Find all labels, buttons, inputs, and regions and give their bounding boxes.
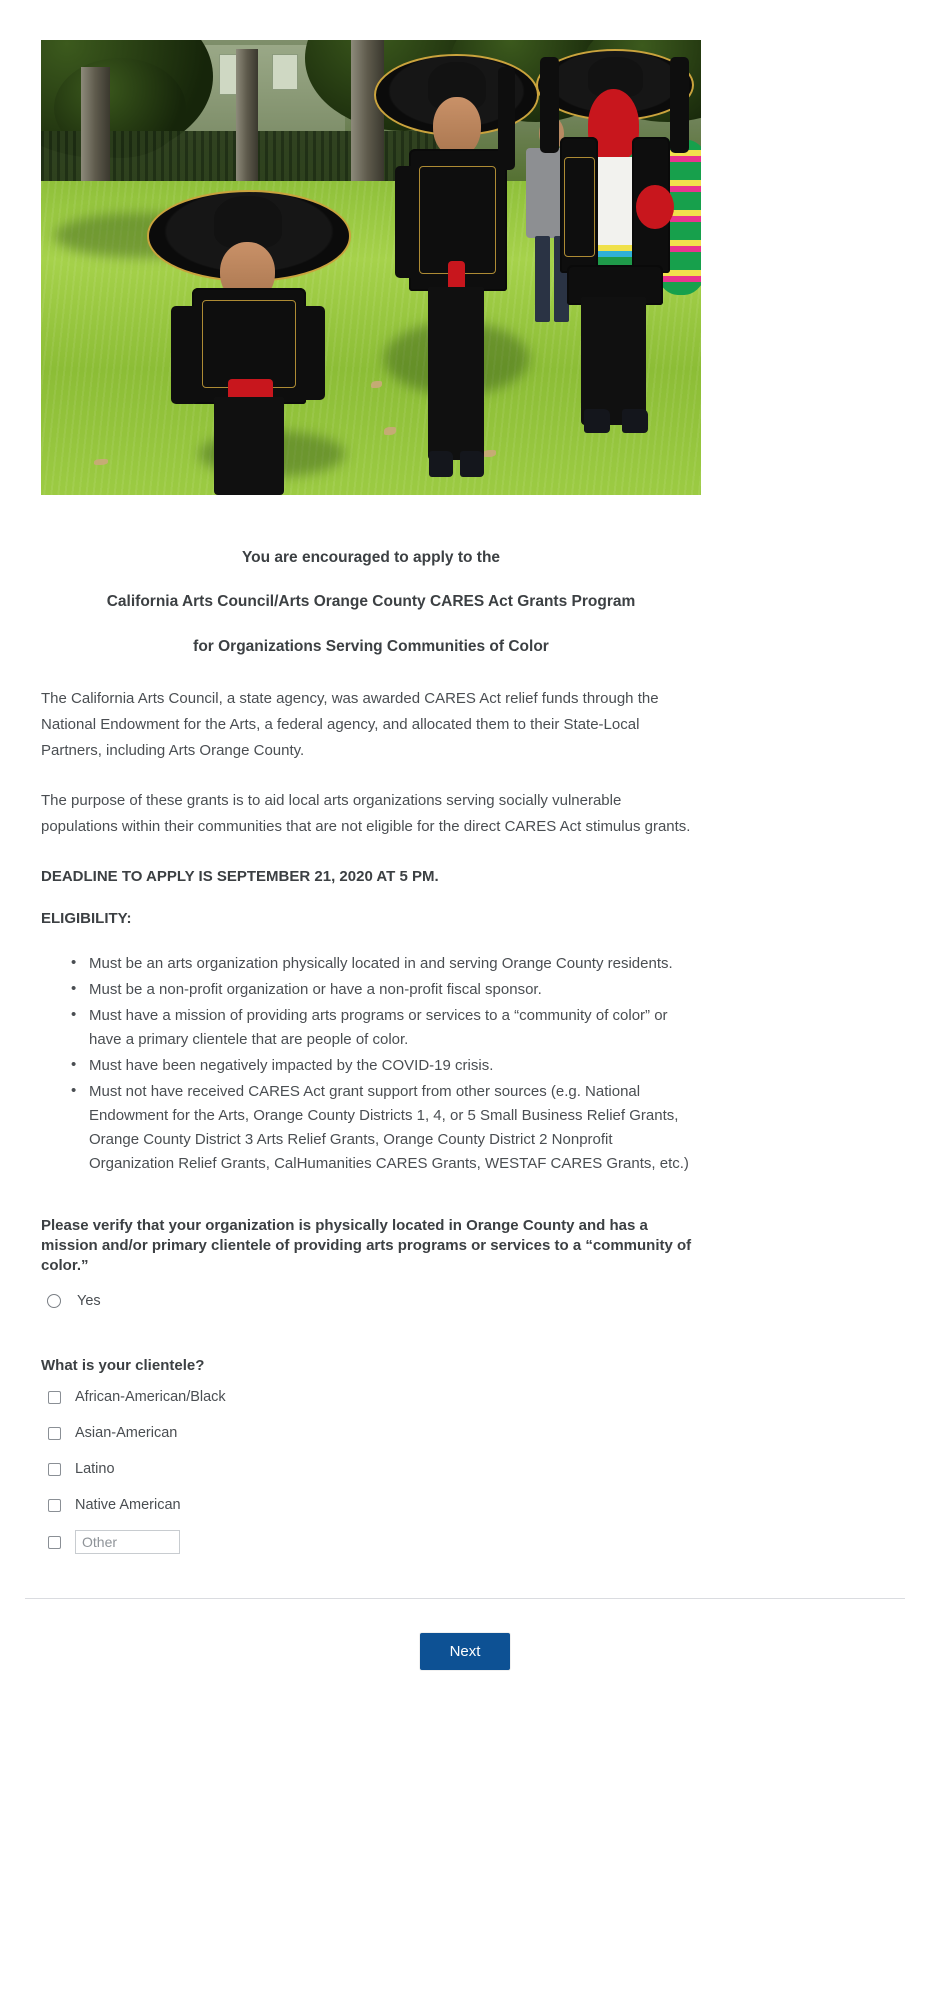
checkbox-icon[interactable] bbox=[48, 1463, 61, 1476]
verify-option-label: Yes bbox=[77, 1293, 101, 1310]
heading-line-3: for Organizations Serving Communities of Color bbox=[193, 637, 549, 655]
eligibility-list bbox=[41, 952, 701, 1176]
verify-question-title: Please verify that your organization is physically located in Orange County and has a mission and/or primary clientele of providing arts programs or services to a “community of color.” bbox=[41, 1217, 692, 1275]
footer-divider bbox=[25, 1598, 905, 1599]
deadline-text: DEADLINE TO APPLY IS SEPTEMBER 21, 2020 AT 5 PM. bbox=[41, 868, 439, 886]
checkbox-icon[interactable] bbox=[48, 1391, 61, 1404]
form-footer bbox=[0, 1633, 930, 1716]
photo-tree-trunk bbox=[236, 49, 258, 186]
verify-question-block bbox=[41, 1216, 701, 1312]
hero-photo bbox=[41, 40, 701, 495]
photo-tree-trunk bbox=[81, 67, 111, 185]
list-item: • Must have a mission of providing arts programs or services to a “community of color” or have a primary clientele that are people of color. bbox=[89, 1004, 701, 1052]
photo-child-left bbox=[147, 190, 352, 495]
intro-paragraph-2: The purpose of these grants is to aid local arts organizations serving socially vulnerable populations within their communities that are not eligible for the direct CARES Act stimulus grants. bbox=[41, 792, 691, 836]
clientele-option-latino[interactable] bbox=[41, 1458, 701, 1480]
eligibility-label: ELIGIBILITY: bbox=[41, 910, 132, 928]
form-heading bbox=[41, 547, 701, 658]
clientele-option-label: African-American/Black bbox=[75, 1389, 226, 1406]
clientele-question-block bbox=[41, 1356, 701, 1554]
next-button[interactable]: Next bbox=[420, 1633, 511, 1670]
clientele-question-title: What is your clientele? bbox=[41, 1357, 205, 1375]
photo-window bbox=[272, 54, 298, 90]
intro-paragraph-1: The California Arts Council, a state agency, was awarded CARES Act relief funds through the National Endowment for the Arts, a federal agency, and allocated them to their State-Local Partners, including Arts Orange County. bbox=[41, 690, 659, 760]
verify-option-yes[interactable] bbox=[41, 1290, 701, 1312]
checkbox-icon[interactable] bbox=[48, 1427, 61, 1440]
clientele-option-label: Asian-American bbox=[75, 1425, 178, 1442]
list-item: • Must have been negatively impacted by the COVID-19 crisis. bbox=[89, 1054, 701, 1078]
clientele-option-asian-american[interactable] bbox=[41, 1422, 701, 1444]
clientele-option-african-american[interactable] bbox=[41, 1386, 701, 1408]
clientele-option-label: Native American bbox=[75, 1497, 181, 1514]
radio-icon[interactable] bbox=[47, 1294, 61, 1308]
list-item: • Must be a non-profit organization or have a non-profit fiscal sponsor. bbox=[89, 978, 701, 1002]
photo-leaf bbox=[94, 459, 108, 465]
hero-image-wrapper bbox=[41, 40, 701, 495]
other-clientele-input[interactable] bbox=[75, 1530, 180, 1554]
photo-child-right bbox=[529, 49, 701, 449]
heading-line-1: You are encouraged to apply to the bbox=[241, 549, 501, 566]
list-item: • Must be an arts organization physically located in and serving Orange County residents. bbox=[89, 952, 701, 976]
photo-child-center bbox=[371, 54, 543, 486]
form-page bbox=[0, 40, 930, 1716]
checkbox-icon[interactable] bbox=[48, 1499, 61, 1512]
clientele-option-label: Latino bbox=[75, 1461, 115, 1478]
list-item: • Must not have received CARES Act grant support from other sources (e.g. National Endowment for the Arts, Orange County Districts 1, 4, or 5 Small Business Relief Grants, Orange County District 3 Arts Relief Grants, Orange County District 2 Nonprofit Organization Relief Grants, CalHumanities CARES Grants, WESTAF CARES Grants, etc.) bbox=[89, 1080, 701, 1176]
form-content bbox=[41, 547, 701, 1554]
checkbox-icon[interactable] bbox=[48, 1536, 61, 1549]
heading-line-2: California Arts Council/Arts Orange County CARES Act Grants Program bbox=[106, 593, 636, 611]
clientele-option-other[interactable] bbox=[41, 1530, 701, 1554]
clientele-option-native-american[interactable] bbox=[41, 1494, 701, 1516]
